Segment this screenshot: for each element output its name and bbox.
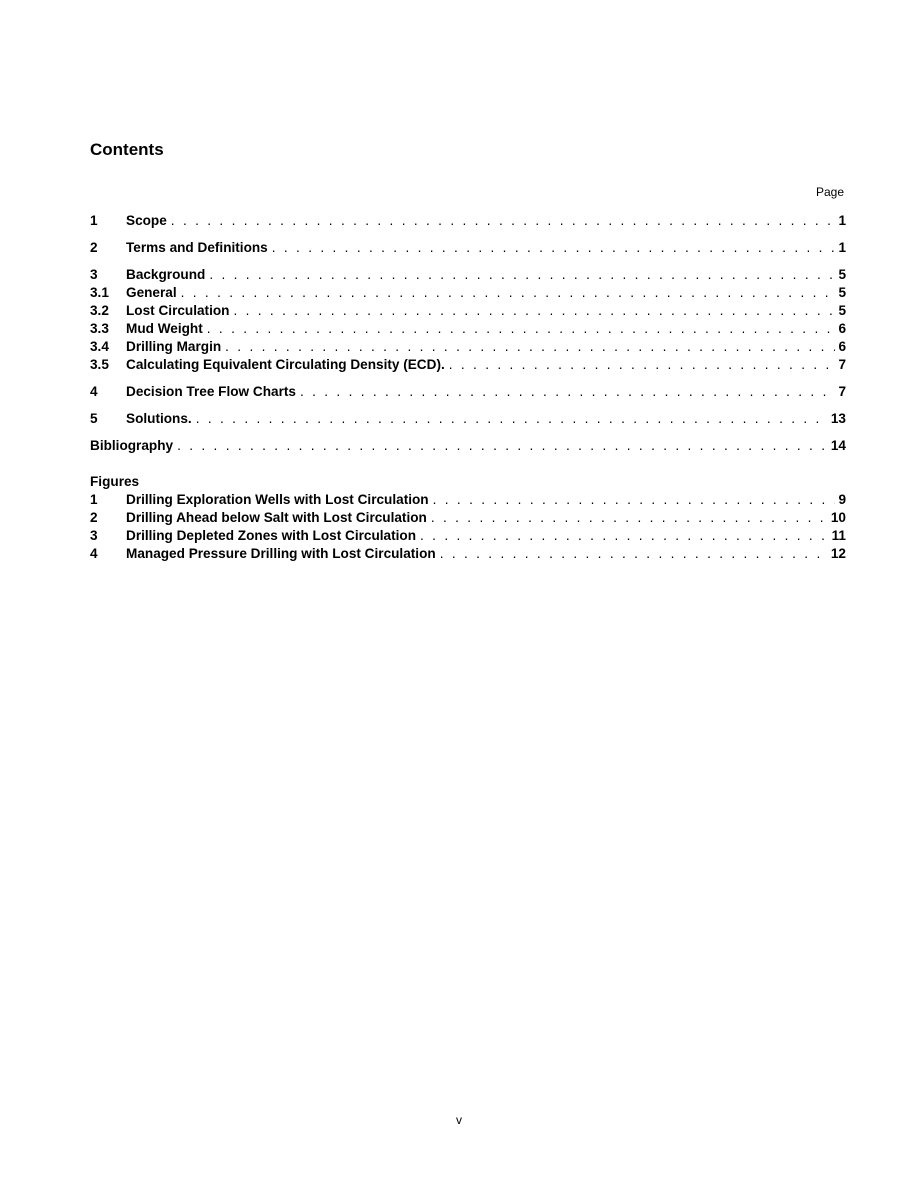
figure-number: 1 (90, 492, 98, 507)
toc-number: 3.3 (90, 321, 109, 336)
toc-label: Scope (126, 213, 167, 228)
figure-entry-1[interactable] (90, 491, 846, 509)
page-title: Contents (90, 140, 164, 159)
toc-entry-decision-tree-flow-charts[interactable] (90, 383, 846, 401)
toc-number: 3.4 (90, 339, 109, 354)
figure-number: 3 (90, 528, 98, 543)
toc-number: 3.5 (90, 357, 109, 372)
toc-label: Solutions. (126, 411, 192, 426)
toc-number: 2 (90, 240, 98, 255)
figure-page-number: 12 (830, 546, 846, 561)
toc-page-number: 7 (838, 384, 846, 399)
figure-label: Drilling Exploration Wells with Lost Circulation (126, 492, 429, 507)
toc-entry-lost-circulation[interactable] (90, 302, 846, 320)
dot-leader (272, 239, 836, 257)
dot-leader (177, 437, 828, 455)
toc-entry-terms-and-definitions[interactable] (90, 239, 846, 257)
toc-label: Lost Circulation (126, 303, 230, 318)
toc-label: Background (126, 267, 206, 282)
figure-number: 2 (90, 510, 98, 525)
toc-label: Drilling Margin (126, 339, 222, 354)
figure-entry-3[interactable] (90, 527, 846, 545)
toc-entry-bibliography[interactable] (90, 437, 846, 455)
dot-leader (196, 410, 828, 428)
figure-label: Drilling Depleted Zones with Lost Circulation (126, 528, 417, 543)
figure-label: Drilling Ahead below Salt with Lost Circulation (126, 510, 427, 525)
toc-label: Bibliography (90, 438, 174, 453)
toc-page-number: 13 (830, 411, 846, 426)
toc-page-number: 7 (838, 357, 846, 372)
toc-number: 5 (90, 411, 98, 426)
figure-page-number: 11 (831, 528, 846, 543)
toc-page-number: 5 (838, 285, 846, 300)
toc-entry-solutions[interactable] (90, 410, 846, 428)
dot-leader (440, 545, 828, 563)
toc-page-number: 1 (838, 240, 846, 255)
toc-number: 1 (90, 213, 98, 228)
dot-leader (181, 284, 836, 302)
dot-leader (300, 383, 835, 401)
toc-entry-mud-weight[interactable] (90, 320, 846, 338)
toc-number: 3 (90, 267, 98, 282)
dot-leader (449, 356, 836, 374)
dot-leader (209, 266, 835, 284)
toc-entry-calculating-ecd[interactable] (90, 356, 846, 374)
figure-entry-4[interactable] (90, 545, 846, 563)
toc-label: Decision Tree Flow Charts (126, 384, 296, 399)
page-folio: v (456, 1113, 462, 1127)
figure-entry-2[interactable] (90, 509, 846, 527)
dot-leader (225, 338, 835, 356)
figure-label: Managed Pressure Drilling with Lost Circulation (126, 546, 436, 561)
toc-page-number: 1 (838, 213, 846, 228)
toc-number: 4 (90, 384, 98, 399)
dot-leader (420, 527, 829, 545)
dot-leader (431, 509, 828, 527)
toc-entry-general[interactable] (90, 284, 846, 302)
figures-heading: Figures (90, 474, 140, 489)
dot-leader (171, 212, 836, 230)
toc-page-number: 5 (838, 267, 846, 282)
figure-page-number: 9 (838, 492, 846, 507)
toc-label: Terms and Definitions (126, 240, 268, 255)
figure-number: 4 (90, 546, 98, 561)
toc-label: General (126, 285, 177, 300)
toc-entry-background[interactable] (90, 266, 846, 284)
toc-entry-drilling-margin[interactable] (90, 338, 846, 356)
figure-page-number: 10 (830, 510, 846, 525)
toc-page-number: 6 (838, 339, 846, 354)
toc-page-number: 5 (838, 303, 846, 318)
toc-page-number: 6 (838, 321, 846, 336)
dot-leader (233, 302, 835, 320)
page-column-header: Page (815, 185, 844, 199)
toc-page-number: 14 (830, 438, 846, 453)
toc-number: 3.1 (90, 285, 109, 300)
toc-number: 3.2 (90, 303, 109, 318)
toc-label: Mud Weight (126, 321, 203, 336)
dot-leader (207, 320, 836, 338)
toc-entry-scope[interactable] (90, 212, 846, 230)
dot-leader (433, 491, 836, 509)
toc-label: Calculating Equivalent Circulating Density (ECD). (126, 357, 445, 372)
